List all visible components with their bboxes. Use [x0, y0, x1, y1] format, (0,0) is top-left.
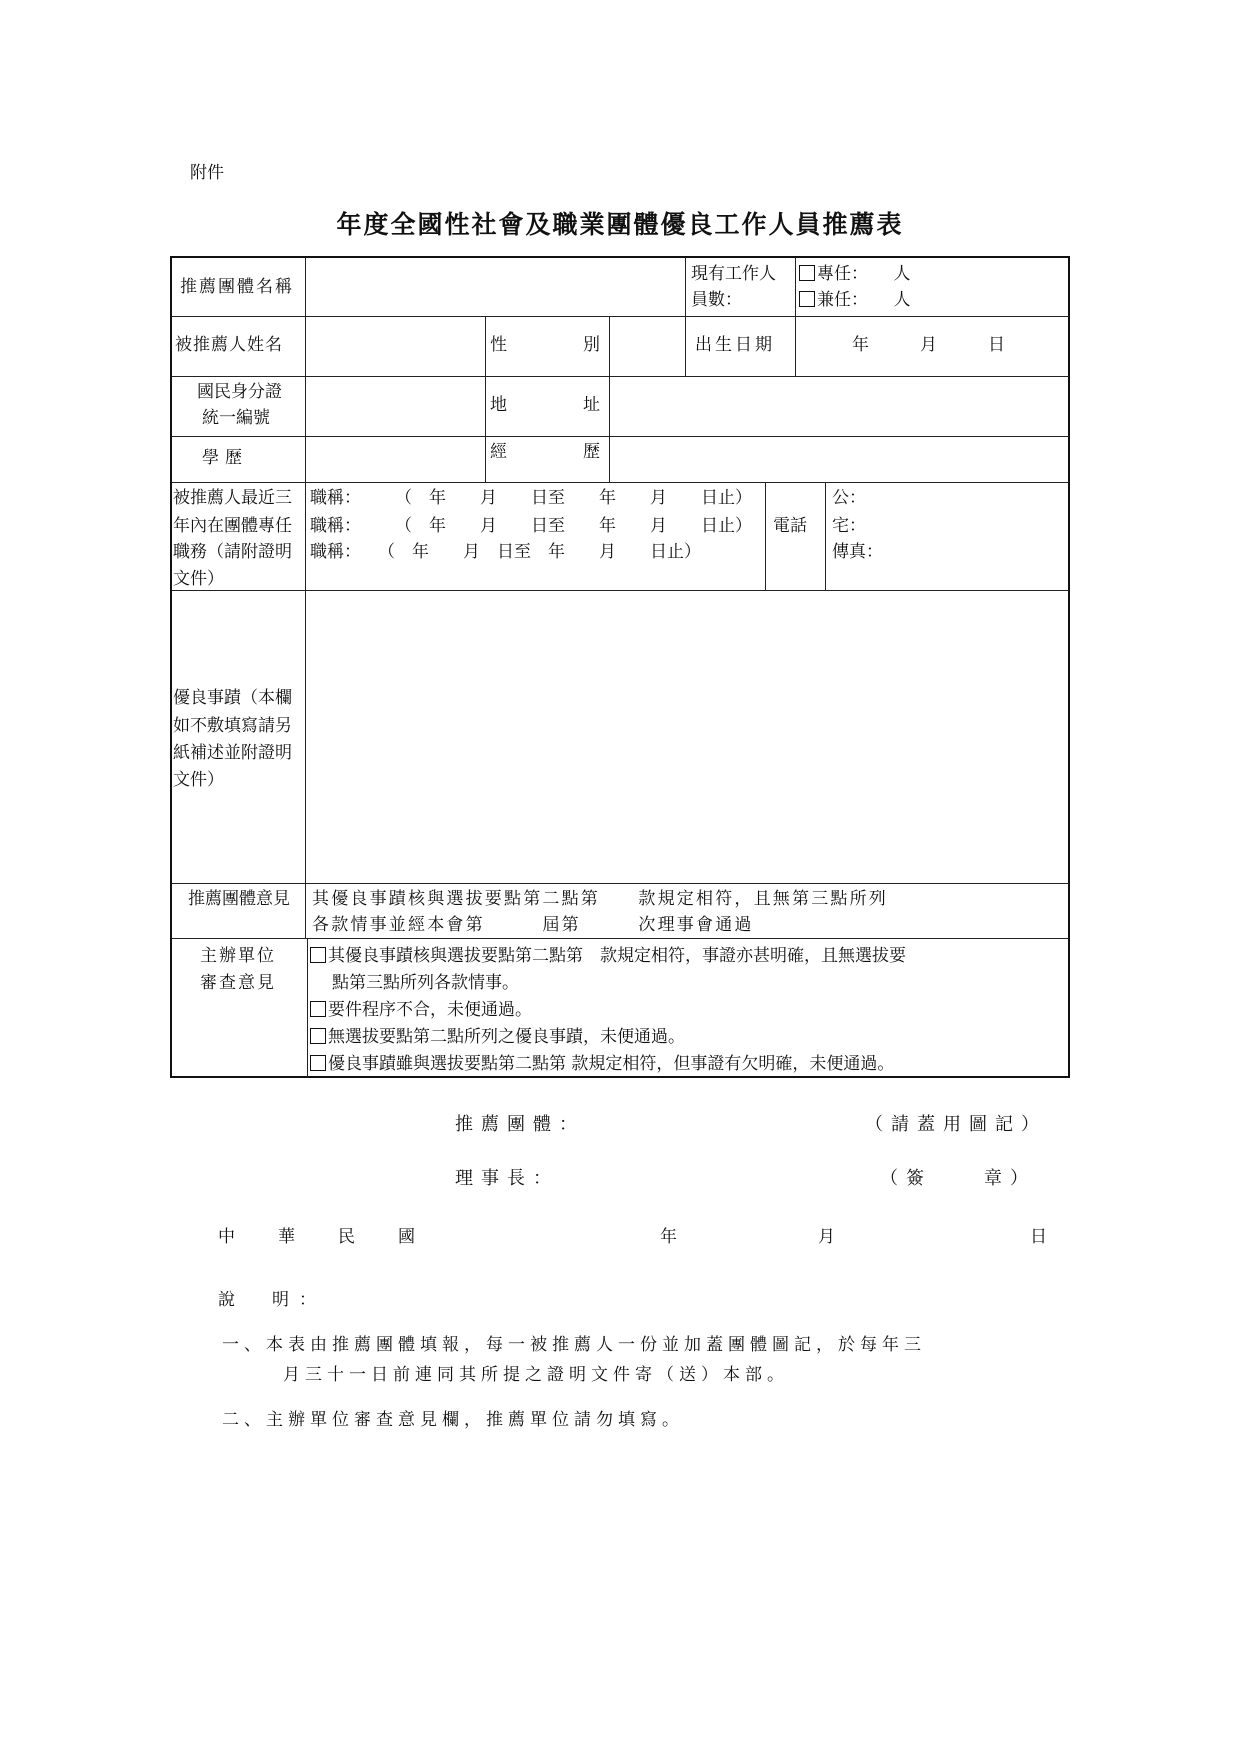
- review-label: 主辦單位: [200, 946, 276, 966]
- review-option[interactable]: [310, 1050, 894, 1078]
- row-divider: [172, 590, 1069, 591]
- birth-date-label: 出生日期: [695, 335, 775, 355]
- positions-label: 文件）: [173, 569, 224, 589]
- review-checkbox[interactable]: [310, 1055, 326, 1071]
- col-divider: [795, 258, 796, 376]
- merit-label: 文件）: [173, 770, 224, 790]
- fulltime-option[interactable]: [799, 260, 911, 288]
- row-divider: [172, 376, 1069, 377]
- row-divider: [172, 883, 1069, 884]
- page-title: 年度全國性社會及職業團體優良工作人員推薦表: [336, 210, 904, 239]
- label-column-divider: [305, 258, 306, 938]
- fulltime-text: 專任： 人: [817, 264, 911, 284]
- date-era-char: 中: [218, 1227, 241, 1247]
- row-divider: [172, 482, 1069, 483]
- review-option[interactable]: [310, 996, 532, 1024]
- date-year: 年: [660, 1227, 683, 1247]
- notes-heading: 說 明：: [218, 1290, 326, 1310]
- phone-label: 電話: [773, 516, 807, 536]
- org-opinion-label: 推薦團體意見: [188, 889, 290, 909]
- review-option-text: 要件程序不合，未便通過。: [328, 1000, 532, 1020]
- review-option-text: 無選拔要點第二點所列之優良事蹟，未便通過。: [328, 1027, 685, 1047]
- note-item: 一、本表由推薦團體填報，每一被推薦人一份並加蓋團體圖記，於每年三: [222, 1335, 926, 1355]
- review-checkbox[interactable]: [310, 947, 326, 963]
- label-column-divider: [307, 938, 308, 1078]
- staff-count-label: 現有工作人: [691, 264, 776, 284]
- date-day: 日: [1030, 1227, 1053, 1247]
- experience-label-1: 經: [490, 442, 507, 462]
- positions-label: 年內在團體專任: [173, 516, 292, 536]
- parttime-checkbox[interactable]: [799, 291, 815, 307]
- review-option-text: 優良事蹟雖與選拔要點第二點第 款規定相符，但事證有欠明確，未便通過。: [328, 1054, 895, 1074]
- chair-signature-label: 理事長：: [455, 1168, 559, 1189]
- org-opinion-line: 其優良事蹟核與選拔要點第二點第 款規定相符，且無第三點所列: [312, 889, 888, 909]
- position-row: 職稱： （ 年 月 日至 年 月 日止）: [310, 516, 752, 536]
- birth-date-value: 年 月 日: [852, 335, 1005, 355]
- col-divider: [685, 258, 686, 376]
- review-option[interactable]: [310, 942, 906, 970]
- recommendation-form: [170, 256, 1070, 1078]
- position-row: 職稱： （ 年 月 日至 年 月 日止）: [310, 542, 701, 562]
- merit-label: 優良事蹟（本欄: [173, 688, 292, 708]
- org-stamp-note: （請蓋用圖記）: [865, 1114, 1047, 1135]
- col-divider: [765, 482, 766, 590]
- address-label-1: 地: [490, 395, 507, 415]
- experience-label-2: 歷: [583, 442, 600, 462]
- review-option-text: 其優良事蹟核與選拔要點第二點第 款規定相符，事證亦甚明確，且無選拔要: [328, 946, 906, 966]
- note-item: 二、主辦單位審查意見欄，推薦單位請勿填寫。: [222, 1410, 684, 1430]
- gender-label-1: 性: [490, 335, 507, 355]
- phone-office-label: 公：: [832, 488, 866, 508]
- review-option-cont: 點第三點所列各款情事。: [332, 973, 519, 993]
- date-era-char: 華: [278, 1227, 301, 1247]
- col-divider: [485, 316, 486, 482]
- education-label: 學歷: [202, 448, 248, 468]
- id-number-label-cont: 統一編號: [202, 408, 270, 428]
- positions-label: 職務（請附證明: [173, 542, 292, 562]
- staff-count-label-cont: 員數：: [691, 290, 742, 310]
- review-option[interactable]: [310, 1023, 685, 1051]
- note-item-cont: 月三十一日前連同其所提之證明文件寄（送）本部。: [283, 1365, 789, 1385]
- attachment-label: 附件: [190, 163, 224, 183]
- merit-label: 紙補述並附證明: [173, 743, 292, 763]
- row-divider: [172, 316, 1069, 317]
- merit-label: 如不敷填寫請另: [173, 716, 292, 736]
- parttime-text: 兼任： 人: [817, 290, 911, 310]
- review-checkbox[interactable]: [310, 1001, 326, 1017]
- col-divider: [825, 482, 826, 590]
- position-row: 職稱： （ 年 月 日至 年 月 日止）: [310, 488, 752, 508]
- fax-label: 傳真：: [832, 542, 883, 562]
- gender-label-2: 別: [583, 335, 600, 355]
- address-label-2: 址: [583, 395, 600, 415]
- review-checkbox[interactable]: [310, 1028, 326, 1044]
- nominee-name-label: 被推薦人姓名: [175, 335, 283, 355]
- row-divider: [172, 436, 1069, 437]
- date-month: 月: [818, 1227, 841, 1247]
- chair-sign-note: （簽 章）: [880, 1168, 1036, 1189]
- date-era-char: 國: [398, 1227, 421, 1247]
- col-divider: [609, 316, 610, 482]
- positions-label: 被推薦人最近三: [173, 488, 292, 508]
- org-signature-label: 推薦團體：: [455, 1114, 585, 1135]
- id-number-label: 國民身分證: [197, 382, 282, 402]
- date-era-char: 民: [338, 1227, 361, 1247]
- phone-home-label: 宅：: [832, 516, 866, 536]
- parttime-option[interactable]: [799, 286, 911, 314]
- org-name-label: 推薦團體名稱: [180, 277, 294, 297]
- org-opinion-line: 各款情事並經本會第 屆第 次理事會通過: [312, 915, 754, 935]
- fulltime-checkbox[interactable]: [799, 265, 815, 281]
- review-label-cont: 審查意見: [200, 973, 276, 993]
